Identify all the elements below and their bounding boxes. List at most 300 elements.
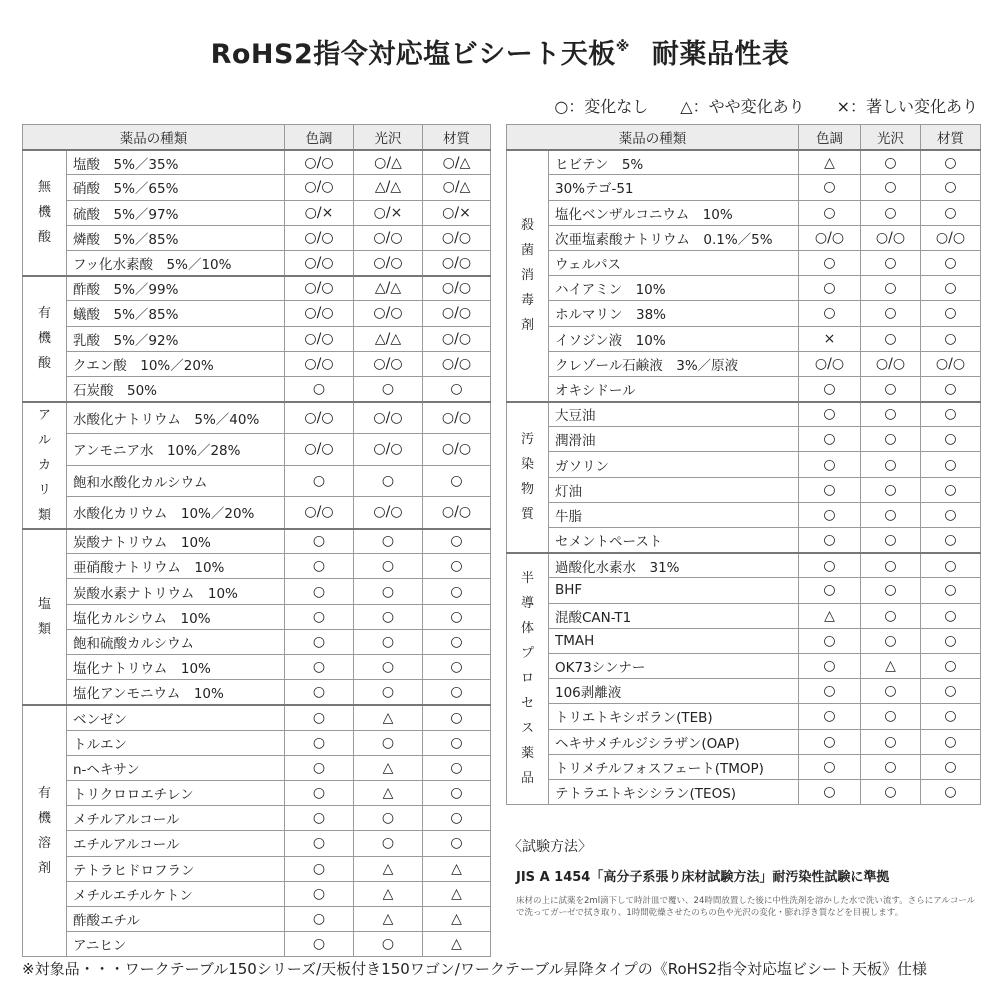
rating-gloss: ○ — [861, 477, 921, 502]
rating-gloss: ○/△ — [354, 150, 423, 175]
rating-gloss: ○ — [861, 679, 921, 704]
rating-color-tone: ○ — [285, 806, 354, 831]
chemical-name: 水酸化カリウム 10%／20% — [67, 497, 285, 529]
rating-material: ○/○ — [423, 250, 491, 275]
rating-gloss: ○ — [861, 528, 921, 553]
rating-material: ○ — [921, 427, 981, 452]
rating-gloss: ○ — [861, 502, 921, 527]
chemical-name: トリエトキシボラン(TEB) — [549, 704, 799, 729]
rating-gloss: ○/○ — [861, 225, 921, 250]
category-label: ア ル カ リ 類 — [23, 402, 67, 529]
rating-gloss: ○ — [861, 553, 921, 578]
rating-color-tone: ○ — [799, 628, 861, 653]
resistance-table-right — [506, 124, 981, 805]
chemical-name: メチルエチルケトン — [67, 881, 285, 906]
rating-gloss: ○ — [861, 452, 921, 477]
rating-color-tone: △ — [799, 150, 861, 175]
rating-gloss: ○ — [354, 806, 423, 831]
rating-color-tone: ○/○ — [285, 351, 354, 376]
rating-material: ○ — [423, 806, 491, 831]
table-header-row — [507, 125, 981, 150]
chemical-name: 過酸化水素水 31% — [549, 553, 799, 578]
rating-gloss: ○/○ — [354, 301, 423, 326]
table-row — [23, 402, 491, 434]
table-row — [507, 553, 981, 578]
rating-color-tone: ○ — [799, 704, 861, 729]
category-label: 有 機 酸 — [23, 276, 67, 402]
table-row — [23, 433, 491, 465]
rating-color-tone: ○ — [799, 427, 861, 452]
rating-color-tone: ○/○ — [285, 175, 354, 200]
chemical-name: アンモニア水 10%／28% — [67, 433, 285, 465]
rating-gloss: ○ — [861, 754, 921, 779]
header-material: 材質 — [423, 125, 491, 150]
rating-color-tone: ○ — [799, 653, 861, 678]
rating-gloss: ○ — [354, 465, 423, 497]
chemical-name: OK73シンナー — [549, 653, 799, 678]
rating-color-tone: ○ — [285, 780, 354, 805]
rating-gloss: △ — [354, 881, 423, 906]
rating-gloss: ○ — [354, 376, 423, 401]
rating-color-tone: ○ — [799, 729, 861, 754]
rating-color-tone: ○ — [285, 831, 354, 856]
table-row — [507, 779, 981, 804]
rating-material: ○/○ — [423, 225, 491, 250]
rating-color-tone: ○/○ — [285, 402, 354, 434]
title-mark: ※ — [615, 39, 630, 55]
chemical-name: テトラエトキシシラン(TEOS) — [549, 779, 799, 804]
chemical-name: ハイアミン 10% — [549, 276, 799, 301]
rating-color-tone: ○ — [799, 578, 861, 603]
table-row — [507, 376, 981, 401]
rating-gloss: ○ — [861, 200, 921, 225]
rating-color-tone: ○ — [799, 376, 861, 401]
chemical-name: トリクロロエチレン — [67, 780, 285, 805]
table-row — [23, 629, 491, 654]
rating-color-tone: ○/○ — [285, 301, 354, 326]
rating-gloss: △ — [354, 906, 423, 931]
rating-color-tone: ○ — [799, 477, 861, 502]
chemical-name: 塩化ナトリウム 10% — [67, 655, 285, 680]
table-row — [507, 427, 981, 452]
rating-material: ○ — [921, 150, 981, 175]
rating-material: ○ — [921, 326, 981, 351]
rating-gloss: ○/× — [354, 200, 423, 225]
rating-material: ○/○ — [423, 433, 491, 465]
rating-material: ○ — [423, 755, 491, 780]
rating-color-tone: ○/○ — [285, 250, 354, 275]
rating-color-tone: ○ — [285, 881, 354, 906]
table-row — [23, 250, 491, 275]
rating-material: ○ — [423, 376, 491, 401]
rating-material: ○ — [921, 578, 981, 603]
rating-gloss: ○ — [354, 554, 423, 579]
table-header-row — [23, 125, 491, 150]
rating-material: △ — [423, 881, 491, 906]
table-row — [23, 604, 491, 629]
header-gloss: 光沢 — [861, 125, 921, 150]
rating-color-tone: ○ — [285, 906, 354, 931]
chemical-name: ベンゼン — [67, 705, 285, 730]
rating-color-tone: ○ — [285, 376, 354, 401]
chemical-name: トリメチルフォスフェート(TMOP) — [549, 754, 799, 779]
rating-gloss: △ — [354, 755, 423, 780]
table-row — [507, 704, 981, 729]
rating-color-tone: ○ — [285, 932, 354, 957]
table-row — [23, 932, 491, 957]
chemical-name: 塩酸 5%／35% — [67, 150, 285, 175]
rating-color-tone: ○ — [285, 755, 354, 780]
footnote: ※対象品・・・ワークテーブル150シリーズ/天板付き150ワゴン/ワークテーブル昇降タイプの《RoHS2指令対応塩ビシート天板》仕様 — [22, 960, 928, 978]
chemical-name: 硝酸 5%／65% — [67, 175, 285, 200]
rating-gloss: △ — [354, 705, 423, 730]
chemical-name: 次亜塩素酸ナトリウム 0.1%／5% — [549, 225, 799, 250]
rating-color-tone: ○ — [285, 554, 354, 579]
chemical-name: 石炭酸 50% — [67, 376, 285, 401]
chemical-name: 亜硝酸ナトリウム 10% — [67, 554, 285, 579]
rating-gloss: ○ — [354, 529, 423, 554]
chemical-name: フッ化水素酸 5%／10% — [67, 250, 285, 275]
chemical-name: n-ヘキサン — [67, 755, 285, 780]
chemical-name: TMAH — [549, 628, 799, 653]
rating-color-tone: △ — [799, 603, 861, 628]
header-chemical-type: 薬品の種類 — [507, 125, 799, 150]
table-row — [507, 402, 981, 427]
rating-color-tone: ○ — [285, 604, 354, 629]
rating-color-tone: ○ — [285, 856, 354, 881]
rating-material: △ — [423, 932, 491, 957]
rating-material: ○ — [921, 452, 981, 477]
chemical-name: 106剥離液 — [549, 679, 799, 704]
table-row — [507, 628, 981, 653]
rating-material: ○ — [921, 175, 981, 200]
rating-gloss: ○/○ — [354, 250, 423, 275]
legend: ○：変化なし △：やや変化あり ×：著しい変化あり — [554, 97, 978, 116]
rating-material: ○ — [423, 780, 491, 805]
rating-material: ○ — [921, 679, 981, 704]
table-row — [23, 579, 491, 604]
category-label: 汚 染 物 質 — [507, 402, 549, 553]
rating-material: ○ — [921, 402, 981, 427]
rating-material: ○ — [423, 629, 491, 654]
table-row — [507, 225, 981, 250]
table-row — [23, 730, 491, 755]
chemical-name: 硫酸 5%／97% — [67, 200, 285, 225]
rating-gloss: ○/○ — [861, 351, 921, 376]
rating-gloss: ○/○ — [354, 497, 423, 529]
rating-gloss: △ — [354, 780, 423, 805]
test-method-heading: 〈試験方法〉 — [508, 839, 592, 855]
title-main: RoHS2指令対応塩ビシート天板 — [210, 39, 616, 70]
rating-material: ○ — [921, 528, 981, 553]
table-row — [23, 351, 491, 376]
rating-gloss: ○ — [354, 579, 423, 604]
rating-color-tone: ○ — [799, 553, 861, 578]
table-row — [507, 200, 981, 225]
chemical-name: 塩化カルシウム 10% — [67, 604, 285, 629]
rating-color-tone: ○ — [799, 779, 861, 804]
chemical-name: 炭酸ナトリウム 10% — [67, 529, 285, 554]
chemical-name: ウェルパス — [549, 250, 799, 275]
rating-material: ○ — [921, 704, 981, 729]
rating-material: ○ — [921, 376, 981, 401]
rating-color-tone: ○/○ — [799, 225, 861, 250]
rating-material: ○ — [921, 729, 981, 754]
header-color-tone: 色調 — [799, 125, 861, 150]
chemical-name: クレゾール石鹸液 3%／原液 — [549, 351, 799, 376]
chemical-name: ヘキサメチルジシラザン(OAP) — [549, 729, 799, 754]
rating-material: ○ — [423, 655, 491, 680]
table-row — [23, 326, 491, 351]
chemical-name: 大豆油 — [549, 402, 799, 427]
title-suffix: 耐薬品性表 — [651, 39, 790, 70]
rating-material: ○/△ — [423, 175, 491, 200]
rating-color-tone: ○ — [799, 250, 861, 275]
table-row — [23, 806, 491, 831]
rating-material: ○/× — [423, 200, 491, 225]
table-row — [23, 705, 491, 730]
chemical-name: エチルアルコール — [67, 831, 285, 856]
rating-gloss: ○ — [354, 655, 423, 680]
resistance-table-left — [22, 124, 491, 957]
rating-material: ○/○ — [423, 301, 491, 326]
rating-material: △ — [423, 856, 491, 881]
chemical-name: トルエン — [67, 730, 285, 755]
table-row — [507, 653, 981, 678]
chemical-name: 炭酸水素ナトリウム 10% — [67, 579, 285, 604]
rating-color-tone: ○ — [285, 579, 354, 604]
rating-material: ○ — [423, 831, 491, 856]
rating-color-tone: ○ — [799, 276, 861, 301]
rating-color-tone: ○ — [799, 402, 861, 427]
chemical-name: セメントペースト — [549, 528, 799, 553]
category-label: 無 機 酸 — [23, 150, 67, 276]
header-chemical-type: 薬品の種類 — [23, 125, 285, 150]
test-method-standard: JIS A 1454「高分子系張り床材試験方法」耐汚染性試験に準拠 — [516, 870, 890, 885]
chemical-name: ヒビテン 5% — [549, 150, 799, 175]
rating-material: ○ — [423, 604, 491, 629]
rating-gloss: ○ — [354, 604, 423, 629]
chemical-name: 塩化ベンザルコニウム 10% — [549, 200, 799, 225]
chemical-name: BHF — [549, 578, 799, 603]
chemical-name: 塩化アンモニウム 10% — [67, 680, 285, 705]
rating-gloss: ○/○ — [354, 225, 423, 250]
chemical-name: 灯油 — [549, 477, 799, 502]
table-row — [23, 856, 491, 881]
rating-material: ○ — [921, 603, 981, 628]
rating-gloss: ○ — [861, 628, 921, 653]
chemical-name: オキシドール — [549, 376, 799, 401]
rating-material: ○ — [921, 301, 981, 326]
rating-gloss: ○ — [354, 730, 423, 755]
rating-color-tone: ○ — [799, 502, 861, 527]
rating-gloss: ○ — [861, 402, 921, 427]
rating-gloss: ○ — [861, 301, 921, 326]
rating-material: ○ — [423, 465, 491, 497]
rating-color-tone: ○ — [799, 452, 861, 477]
rating-color-tone: ○ — [285, 705, 354, 730]
rating-material: ○/○ — [423, 497, 491, 529]
chemical-name: クエン酸 10%／20% — [67, 351, 285, 376]
rating-gloss: ○ — [861, 175, 921, 200]
rating-color-tone: ○/○ — [285, 150, 354, 175]
chemical-name: 30%テゴ-51 — [549, 175, 799, 200]
rating-color-tone: ○ — [285, 629, 354, 654]
table-row — [23, 150, 491, 175]
table-row — [507, 326, 981, 351]
rating-material: ○ — [423, 529, 491, 554]
rating-gloss: △ — [861, 653, 921, 678]
rating-material: ○ — [921, 276, 981, 301]
table-row — [23, 680, 491, 705]
category-label: 殺 菌 消 毒 剤 — [507, 150, 549, 402]
rating-material: ○ — [921, 200, 981, 225]
rating-color-tone: ○/○ — [799, 351, 861, 376]
table-row — [507, 250, 981, 275]
rating-color-tone: × — [799, 326, 861, 351]
table-row — [23, 529, 491, 554]
rating-material: ○ — [921, 653, 981, 678]
rating-color-tone: ○ — [285, 529, 354, 554]
rating-material: ○/○ — [423, 326, 491, 351]
rating-material: ○ — [423, 705, 491, 730]
rating-gloss: ○/○ — [354, 402, 423, 434]
chemical-name: テトラヒドロフラン — [67, 856, 285, 881]
chemical-name: ガソリン — [549, 452, 799, 477]
rating-gloss: ○ — [861, 376, 921, 401]
rating-material: △ — [423, 906, 491, 931]
rating-material: ○/△ — [423, 150, 491, 175]
rating-gloss: ○ — [861, 729, 921, 754]
table-row — [507, 276, 981, 301]
chemical-name: 飽和硫酸カルシウム — [67, 629, 285, 654]
rating-material: ○/○ — [423, 276, 491, 301]
rating-gloss: ○ — [861, 150, 921, 175]
rating-gloss: ○ — [861, 427, 921, 452]
rating-gloss: ○ — [354, 831, 423, 856]
table-row — [23, 554, 491, 579]
table-row — [23, 655, 491, 680]
table-row — [507, 729, 981, 754]
test-method — [508, 836, 978, 919]
rating-gloss: △ — [354, 856, 423, 881]
rating-color-tone: ○/○ — [285, 433, 354, 465]
rating-color-tone: ○ — [285, 730, 354, 755]
table-row — [507, 603, 981, 628]
rating-gloss: △/△ — [354, 276, 423, 301]
rating-material: ○ — [423, 554, 491, 579]
rating-color-tone: ○ — [799, 679, 861, 704]
rating-material: ○/○ — [921, 225, 981, 250]
rating-color-tone: ○ — [799, 301, 861, 326]
rating-gloss: ○ — [354, 629, 423, 654]
chemical-name: 酢酸エチル — [67, 906, 285, 931]
rating-gloss: ○ — [861, 779, 921, 804]
test-method-note: 床材の上に試薬を2ml滴下して時計皿で覆い、24時間放置した後に中性洗剤を溶かした水で洗い流す。さらにアルコールで洗ってガーゼで拭き取り、1時間乾燥させたのちの色や光沢の変化・膨れ浮き質などを目視します。 — [516, 896, 976, 918]
table-row — [23, 831, 491, 856]
rating-material: ○/○ — [423, 351, 491, 376]
chemical-name: イソジン液 10% — [549, 326, 799, 351]
table-row — [507, 351, 981, 376]
rating-gloss: ○ — [354, 932, 423, 957]
table-row — [23, 200, 491, 225]
rating-material: ○ — [921, 553, 981, 578]
rating-gloss: ○ — [861, 276, 921, 301]
table-row — [23, 780, 491, 805]
table-row — [507, 175, 981, 200]
chemical-name: 乳酸 5%／92% — [67, 326, 285, 351]
table-row — [507, 150, 981, 175]
chemical-name: 潤滑油 — [549, 427, 799, 452]
table-row — [507, 502, 981, 527]
rating-material: ○ — [921, 477, 981, 502]
header-gloss: 光沢 — [354, 125, 423, 150]
rating-gloss: ○ — [354, 680, 423, 705]
rating-color-tone: ○ — [285, 465, 354, 497]
table-row — [23, 755, 491, 780]
rating-gloss: ○ — [861, 578, 921, 603]
table-row — [507, 679, 981, 704]
rating-material: ○ — [921, 502, 981, 527]
table-row — [23, 906, 491, 931]
table-row — [507, 578, 981, 603]
rating-gloss: ○ — [861, 704, 921, 729]
chemical-name: 蟻酸 5%／85% — [67, 301, 285, 326]
rating-material: ○ — [423, 730, 491, 755]
chemical-name: メチルアルコール — [67, 806, 285, 831]
table-row — [507, 477, 981, 502]
table-row — [507, 528, 981, 553]
rating-gloss: △/△ — [354, 326, 423, 351]
chemical-name: 飽和水酸化カルシウム — [67, 465, 285, 497]
table-row — [23, 881, 491, 906]
header-material: 材質 — [921, 125, 981, 150]
table-row — [507, 754, 981, 779]
category-label: 塩 類 — [23, 529, 67, 705]
rating-gloss: ○/○ — [354, 433, 423, 465]
table-row — [23, 497, 491, 529]
rating-color-tone: ○/○ — [285, 497, 354, 529]
rating-material: ○ — [921, 250, 981, 275]
chemical-name: 混酸CAN-T1 — [549, 603, 799, 628]
table-row — [23, 225, 491, 250]
rating-material: ○/○ — [921, 351, 981, 376]
table-row — [23, 376, 491, 401]
rating-material: ○ — [423, 680, 491, 705]
rating-material: ○ — [921, 779, 981, 804]
category-label: 半 導 体 プ ロ セ ス 薬 品 — [507, 553, 549, 805]
rating-material: ○ — [921, 754, 981, 779]
rating-color-tone: ○ — [799, 175, 861, 200]
category-label: 有 機 溶 剤 — [23, 705, 67, 957]
rating-color-tone: ○/○ — [285, 276, 354, 301]
chemical-name: 水酸化ナトリウム 5%／40% — [67, 402, 285, 434]
rating-color-tone: ○ — [799, 528, 861, 553]
rating-color-tone: ○ — [285, 680, 354, 705]
rating-gloss: ○/○ — [354, 351, 423, 376]
rating-material: ○ — [921, 628, 981, 653]
rating-color-tone: ○/○ — [285, 326, 354, 351]
rating-gloss: ○ — [861, 603, 921, 628]
chemical-name: アニヒン — [67, 932, 285, 957]
rating-color-tone: ○/× — [285, 200, 354, 225]
rating-color-tone: ○ — [285, 655, 354, 680]
table-row — [23, 175, 491, 200]
page-title — [0, 32, 1000, 71]
chemical-name: ホルマリン 38% — [549, 301, 799, 326]
chemical-name: 牛脂 — [549, 502, 799, 527]
table-row — [507, 301, 981, 326]
